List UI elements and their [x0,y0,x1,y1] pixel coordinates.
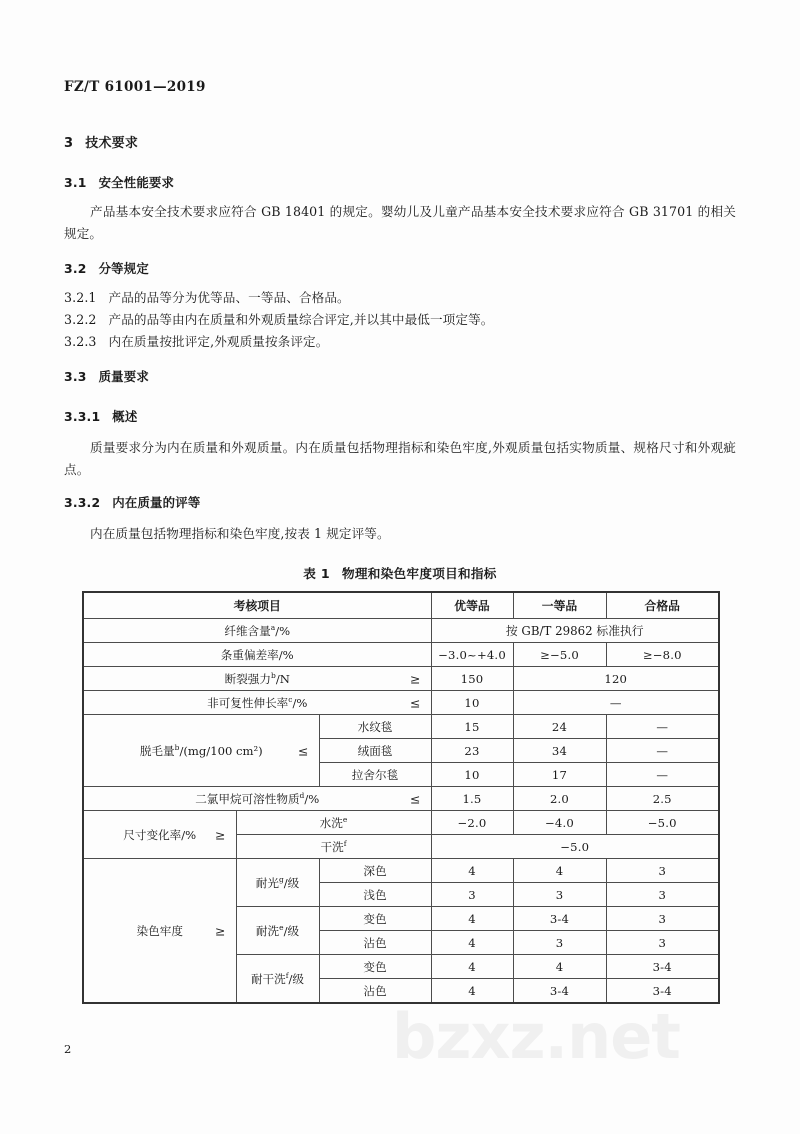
cell-shedding-velour-b: 34 [513,739,606,763]
cell-wash-stain-b: 3 [513,931,606,955]
table-caption [64,563,736,582]
cell-dryclean-change-b: 4 [513,955,606,979]
heading-3-3-1 [64,407,736,425]
col-header-grade-c: 合格品 [606,592,719,619]
row-label-unit: /N [275,671,290,686]
group-label-wash-fastness [236,907,319,955]
clause-3-2-2-number: 3.2.2 [64,312,97,327]
cell-weight-deviation-c: ≥−8.0 [606,643,719,667]
row-label-unit: /(mg/100 cm²) [179,743,263,758]
cell-dimensional-dryclean-all: −5.0 [431,835,719,859]
col-header-grade-b: 一等品 [513,592,606,619]
group-label-light-fastness [236,859,319,907]
cell-dryclean-stain-a: 4 [431,979,513,1004]
cell-wash-change-c: 3 [606,907,719,931]
group-label-unit: /级 [283,923,300,938]
col-header-grade-a: 优等品 [431,592,513,619]
cell-light-light-c: 3 [606,883,719,907]
cell-wash-stain-c: 3 [606,931,719,955]
cell-dryclean-change-c: 3-4 [606,955,719,979]
row-label-text: 尺寸变化率 [123,827,182,842]
group-label-dryclean-fastness [236,955,319,1004]
group-label-unit: /级 [288,971,305,986]
cell-light-dark-a: 4 [431,859,513,883]
row-operator: ≤ [410,695,421,710]
row-label-text: 染色牢度 [136,923,183,938]
heading-3-2-title: 分等规定 [98,261,149,276]
heading-3-3-1-title: 概述 [112,409,138,424]
table-row [83,691,719,715]
row-label-unit: /% [181,827,197,842]
cell-dryclean-stain-c: 3-4 [606,979,719,1004]
sub-label-sup: f [343,838,347,848]
clause-3-2-3 [64,331,736,353]
heading-3-number: 3 [64,136,74,151]
spec-table [82,591,720,1004]
sub-label-staining-dryclean: 沾色 [319,979,431,1004]
heading-3-3-2-number: 3.3.2 [64,495,101,510]
group-label-text: 耐干洗 [250,971,286,986]
row-label-unit: /% [278,647,294,662]
heading-3-3-number: 3.3 [64,369,87,384]
table-row [83,787,719,811]
cell-dichloromethane-c: 2.5 [606,787,719,811]
sub-label-text: 水洗 [319,815,343,830]
row-label-fiber-content [83,619,431,643]
row-label-text: 纤维含量 [224,623,271,638]
sub-label-colour-change-dryclean: 变色 [319,955,431,979]
clause-3-2-1 [64,287,736,309]
sub-label-dryclean [236,835,431,859]
sub-label-dark-shade: 深色 [319,859,431,883]
sub-label-text: 干洗 [320,839,344,854]
heading-3-title: 技术要求 [85,136,139,151]
document-number: FZ/T 61001—2019 [64,79,206,95]
row-label-sup: d [299,790,305,800]
sub-label-raschel-blanket: 拉舍尔毯 [319,763,431,787]
row-label-sup: b [271,670,276,680]
clause-3-2-2-text: 产品的品等由内在质量和外观质量综合评定,并以其中最低一项定等。 [108,312,494,327]
cell-shedding-velour-a: 23 [431,739,513,763]
clause-3-2-1-number: 3.2.1 [64,290,97,305]
cell-wash-stain-a: 4 [431,931,513,955]
row-label-text: 二氯甲烷可溶性物质 [195,791,300,806]
cell-shedding-velour-c: — [606,739,719,763]
cell-nonrecoverable-elongation-bc: — [513,691,719,715]
row-label-sup: b [174,742,180,752]
group-label-text: 耐洗 [255,923,280,938]
row-label-breaking-strength [83,667,431,691]
table-header-row [83,592,719,619]
group-label-unit: /级 [283,875,300,890]
clause-3-2-3-number: 3.2.3 [64,334,97,349]
group-label-sup: f [285,970,289,980]
row-operator: ≥ [410,671,421,686]
cell-dryclean-stain-b: 3-4 [513,979,606,1004]
cell-shedding-raschel-a: 10 [431,763,513,787]
heading-3-3-1-number: 3.3.1 [64,409,101,424]
cell-weight-deviation-a: −3.0~+4.0 [431,643,513,667]
cell-wash-change-a: 4 [431,907,513,931]
clause-3-2-1-text: 产品的品等分为优等品、一等品、合格品。 [108,290,350,305]
col-header-item: 考核项目 [83,592,431,619]
cell-shedding-ripple-c: — [606,715,719,739]
paragraph-3-3-2: 内在质量包括物理指标和染色牢度,按表 1 规定评等。 [90,526,390,541]
clause-3-2-2 [64,309,736,331]
cell-light-dark-b: 4 [513,859,606,883]
cell-dichloromethane-b: 2.0 [513,787,606,811]
row-operator: ≤ [410,791,421,806]
table-row [83,859,719,883]
page-number: 2 [64,1042,72,1056]
cell-breaking-strength-bc: 120 [513,667,719,691]
cell-light-dark-c: 3 [606,859,719,883]
heading-3-3-2 [64,493,736,511]
row-label-text: 条重偏差率 [220,647,279,662]
group-label-text: 耐光 [255,875,279,890]
row-label-colour-fastness [83,859,236,1004]
row-label-text: 断裂强力 [224,671,271,686]
document-body [64,132,736,1004]
heading-3 [64,132,736,151]
sub-label-velour-blanket: 绒面毯 [319,739,431,763]
cell-dichloromethane-a: 1.5 [431,787,513,811]
row-label-nonrecoverable-elongation [83,691,431,715]
cell-dimensional-wash-c: −5.0 [606,811,719,835]
sub-label-light-shade: 浅色 [319,883,431,907]
row-label-unit: /% [304,791,320,806]
row-label-dimensional-change [83,811,236,859]
table-row [83,715,719,739]
sub-label-water-ripple-blanket: 水纹毯 [319,715,431,739]
heading-3-3-title: 质量要求 [98,369,149,384]
cell-light-light-a: 3 [431,883,513,907]
heading-3-3-2-title: 内在质量的评等 [112,495,201,510]
table-row [83,643,719,667]
cell-dimensional-wash-a: −2.0 [431,811,513,835]
heading-3-1 [64,173,736,191]
cell-shedding-ripple-b: 24 [513,715,606,739]
sub-label-staining-wash: 沾色 [319,931,431,955]
table-row [83,811,719,835]
cell-nonrecoverable-elongation-a: 10 [431,691,513,715]
cell-shedding-raschel-c: — [606,763,719,787]
row-label-sup: a [270,622,276,632]
cell-wash-change-b: 3-4 [513,907,606,931]
row-label-text: 非可复性伸长率 [207,695,289,710]
row-operator: ≥ [215,923,226,938]
heading-3-2-number: 3.2 [64,261,87,276]
row-label-dichloromethane-soluble [83,787,431,811]
heading-3-2 [64,259,736,277]
row-label-weight-deviation [83,643,431,667]
cell-shedding-ripple-a: 15 [431,715,513,739]
cell-shedding-raschel-b: 17 [513,763,606,787]
heading-3-3 [64,367,736,385]
row-label-shedding [83,715,319,787]
sub-label-sup: e [342,814,348,824]
sub-label-washing [236,811,431,835]
clause-3-2-3-text: 内在质量按批评定,外观质量按条评定。 [108,334,329,349]
paragraph-3-1: 产品基本安全技术要求应符合 GB 18401 的规定。婴幼儿及儿童产品基本安全技术要求应符合 GB 31701 的相关规定。 [64,204,736,241]
cell-breaking-strength-a: 150 [431,667,513,691]
row-label-unit: /% [275,623,291,638]
paragraph-3-3-1: 质量要求分为内在质量和外观质量。内在质量包括物理指标和染色牢度,外观质量包括实物质量、规格尺寸和外观疵点。 [64,440,736,477]
table-row [83,667,719,691]
table-row [83,619,719,643]
row-label-sup: c [288,694,293,704]
row-operator: ≤ [298,743,309,758]
row-operator: ≥ [215,827,226,842]
site-watermark: bzxz.net [392,1000,680,1073]
row-label-text: 脱毛量 [139,743,175,758]
sub-label-colour-change-wash: 变色 [319,907,431,931]
cell-dryclean-change-a: 4 [431,955,513,979]
cell-dimensional-wash-b: −4.0 [513,811,606,835]
heading-3-1-number: 3.1 [64,175,87,190]
cell-fiber-content-all: 按 GB/T 29862 标准执行 [431,619,719,643]
table-caption-label: 表 1 [303,566,330,581]
group-label-sup: g [278,874,284,884]
row-label-unit: /% [292,695,308,710]
cell-light-light-b: 3 [513,883,606,907]
table-caption-title: 物理和染色牢度项目和指标 [341,566,497,581]
heading-3-1-title: 安全性能要求 [98,175,175,190]
cell-weight-deviation-b: ≥−5.0 [513,643,606,667]
group-label-sup: e [279,922,284,932]
